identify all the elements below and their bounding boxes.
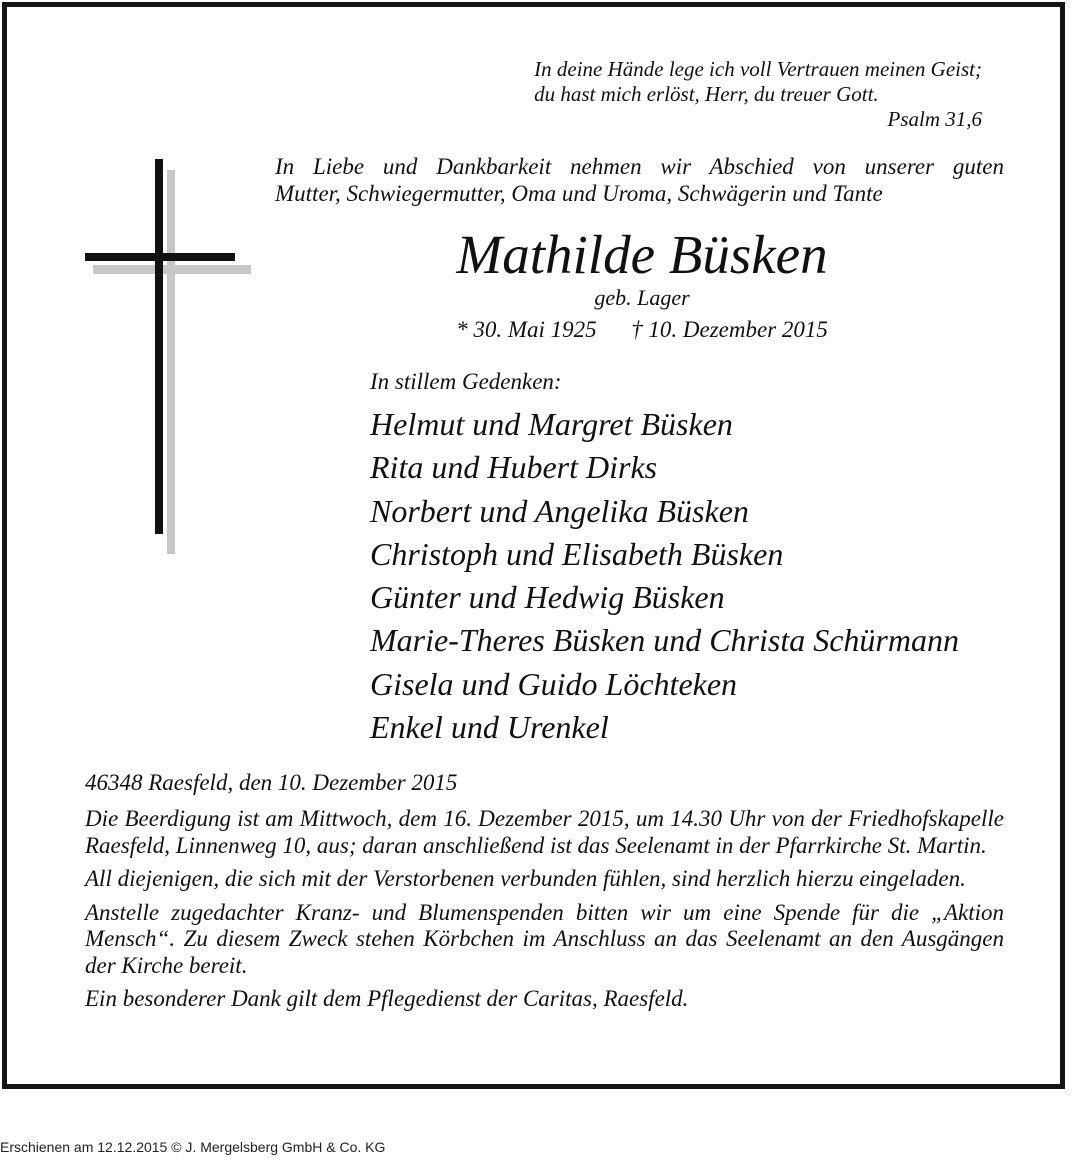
- intro-text: [275, 153, 1004, 207]
- cross-shadow-horizontal: [93, 265, 251, 274]
- notes: [85, 806, 1004, 1020]
- psalm-line-1: In deine Hände lege ich voll Vertrauen meinen Geist;: [534, 57, 982, 81]
- psalm-line-2: du hast mich erlöst, Herr, du treuer Gott.: [534, 82, 879, 106]
- mourner-entry: Enkel und Urenkel: [370, 709, 609, 746]
- intro-line-1: In Liebe und Dankbarkeit nehmen wir Abschied von unserer guten: [275, 154, 1004, 179]
- birth-date: * 30. Mai 1925: [456, 317, 597, 342]
- donation-note: Anstelle zugedachter Kranz- und Blumenspenden bitten wir um eine Spende für die „Aktion Mensch“. Zu diesem Zweck stehen Körbchen im Anschluss an das Seelenamt an den Ausgängen der Kirche bereit.: [85, 899, 1004, 978]
- mourners-list: [370, 403, 959, 749]
- thanks-note: Ein besonderer Dank gilt dem Pflegedienst der Caritas, Raesfeld.: [85, 986, 689, 1011]
- publication-footer: Erschienen am 12.12.2015 © J. Mergelsberg GmbH & Co. KG: [0, 1139, 386, 1155]
- mourner-entry: Helmut und Margret Büsken: [370, 406, 733, 442]
- mourner-entry: Christoph und Elisabeth Büsken: [370, 535, 784, 572]
- place-date: 46348 Raesfeld, den 10. Dezember 2015: [85, 770, 458, 795]
- mourner-entry: Rita und Hubert Dirks: [370, 449, 658, 486]
- invitation-note: All diejenigen, die sich mit der Verstorbenen verbunden fühlen, sind herzlich hierzu eingeladen.: [85, 866, 966, 891]
- mourner-entry: Gisela und Guido Löchteken: [370, 665, 738, 702]
- deceased-born-name: geb. Lager: [594, 285, 690, 310]
- mourners-label: In stillem Gedenken:: [370, 369, 562, 394]
- mourner-entry: Günter und Hedwig Büsken: [370, 579, 725, 616]
- psalm-reference: Psalm 31,6: [887, 107, 982, 131]
- intro-line-2: Mutter, Schwiegermutter, Oma und Uroma, Schwägerin und Tante: [275, 181, 883, 206]
- mourner-entry: Marie-Theres Büsken und Christa Schürmann: [370, 622, 959, 659]
- life-dates: [307, 316, 977, 344]
- cross-shadow-vertical: [167, 170, 175, 554]
- obituary-frame: [2, 2, 1065, 1089]
- psalm-quote: [534, 57, 982, 132]
- mourner-entry: Norbert und Angelika Büsken: [370, 492, 749, 529]
- deceased-name: Mathilde Büsken: [456, 224, 828, 285]
- funeral-note: Die Beerdigung ist am Mittwoch, dem 16. Dezember 2015, um 14.30 Uhr von der Friedhofskapelle Raesfeld, Linnenweg 10, aus; daran anschließend ist das Seelenamt in der Pfarrkirche St. Martin.: [85, 806, 1004, 858]
- cross-front-vertical: [155, 159, 163, 534]
- cross-front-horizontal: [85, 253, 235, 261]
- death-date: † 10. Dezember 2015: [631, 317, 828, 342]
- cross-icon: [85, 159, 255, 559]
